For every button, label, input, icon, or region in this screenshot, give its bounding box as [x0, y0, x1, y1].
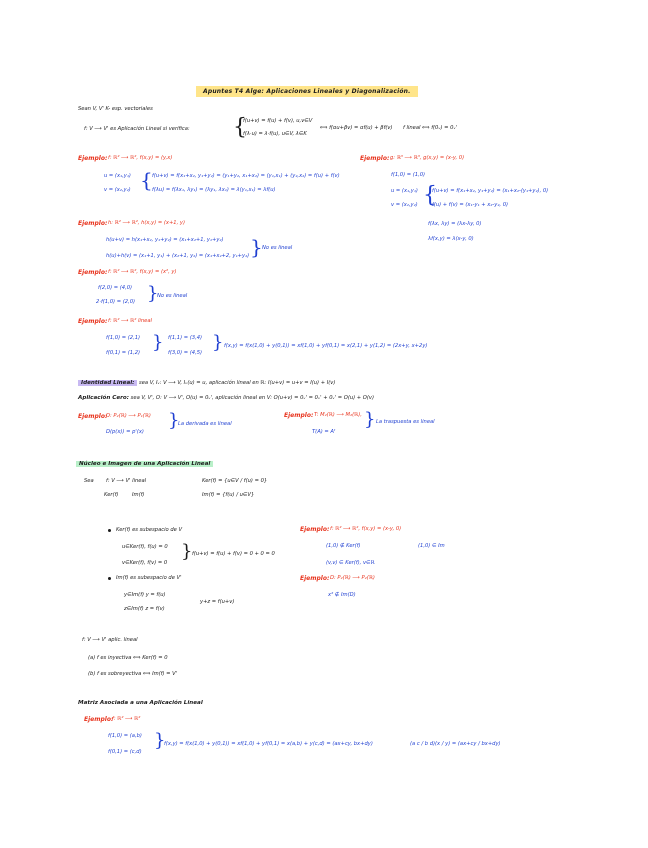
brace: }: [364, 409, 376, 430]
brace: }: [212, 332, 224, 353]
image-symbol: Im(f): [132, 492, 145, 498]
example-line: f(1,1) = (3,4): [168, 335, 203, 341]
matrix-product: (a c / b d)(x / y) = (ax+cy / bx+dy): [410, 741, 501, 747]
example-label: Ejemplo:: [78, 220, 108, 227]
example-label: Ejemplo:: [300, 575, 330, 582]
example-line: λf(x,y) = λ(x-y, 0): [428, 236, 474, 242]
brace: }: [168, 410, 180, 431]
example-formula: f(x,y) = f(x(1,0) + y(0,1)) = xf(1,0) + yf(0,1) = x(2,1) + y(1,2) = (2x+y, x+2y): [224, 343, 428, 349]
matrix-heading: Matriz Asociada a una Aplicación Lineal: [78, 700, 203, 706]
example-heading: f: ℝ² ⟶ ℝ², f(x,y) = (x-y, 0): [330, 526, 402, 532]
identity-heading: Identidad Lineal:: [78, 380, 137, 386]
conclusion-note: La derivada es lineal: [178, 421, 232, 427]
kernel-image-heading: [76, 462, 213, 468]
linearity-condition-1: f(u+v) = f(u) + f(v), u,v∈V: [243, 118, 313, 124]
example-line: u = (x₁,y₁): [104, 173, 131, 179]
proof-line: f(u+v) = f(u) + f(v) = 0 + 0 = 0: [192, 551, 275, 557]
example-heading: D: P₂(ℝ) ⟶ P₁(ℝ): [106, 413, 151, 419]
example-line: v = (x₂,y₂): [391, 202, 418, 208]
example-line: x² ∉ Im(D): [328, 592, 356, 598]
zero-map-text: sea V, V', O: V ⟶ V', O(u) = 0ᵥ', aplicación lineal en V: O(u+v) = 0ᵥ' = 0ᵥ' + 0ᵥ' = O(u) + O(v): [130, 395, 374, 401]
kernel-definition: Ker(f) = {u∈V / f(u) = 0}: [202, 478, 268, 484]
proof-line: y+z = f(u+v): [200, 599, 235, 605]
example-heading: T: M₂(ℝ) ⟶ M₂(ℝ),: [314, 412, 362, 418]
bullet: [108, 577, 111, 580]
example-line: f(λx, λy) = (λx-λy, 0): [428, 221, 482, 227]
conclusion-note: No es lineal: [157, 293, 188, 299]
zero-map-line: [78, 396, 374, 402]
example-heading: f: ℝ² ⟶ ℝ²: [112, 716, 141, 722]
example-line: f(λu) = f(λx₁, λy₁) = (λy₁, λx₁) = λ(y₁,x₁) = λf(u): [152, 187, 276, 193]
proof-line: z∈Im(f) z = f(v): [124, 606, 165, 612]
linearity-equivalence: ⟺ f(αu+βv) = αf(u) + βf(v): [320, 125, 393, 131]
example-label: Ejemplo:: [84, 716, 114, 723]
proof-line: v∈Ker(f), f(v) = 0: [122, 560, 168, 566]
brace: }: [250, 235, 263, 259]
brace: {: [423, 183, 437, 208]
example-label: Ejemplo:: [78, 318, 108, 325]
kernel-symbol: Ker(f): [104, 492, 119, 498]
example-heading: f: ℝ² ⟶ ℝ², f(x,y) = (x², y): [108, 269, 177, 275]
example-line: (1,0) ∈ Im: [418, 543, 445, 549]
example-line: f(1,0) = (2,1): [106, 335, 141, 341]
brace: {: [140, 168, 153, 192]
example-heading: g: ℝ³ ⟶ ℝ³, g(x,y) = (x-y, 0): [390, 155, 465, 161]
identity-text: sea V, Iᵥ: V ⟶ V, Iᵥ(u) = u, aplicación lineal en ℝ: I(u+v) = u+v = I(u) + I(v): [139, 380, 336, 386]
example-line: h(u+v) = h(x₁+x₂, y₁+y₂) = (x₁+x₂+1, y₁+y₂): [106, 237, 224, 243]
definition-text: f: V ⟶ V' es Aplicación Lineal si verifica:: [84, 126, 190, 132]
example-heading: D: P₂(ℝ) ⟶ P₂(ℝ): [330, 575, 375, 581]
example-line: f(3,0) = (4,5): [168, 350, 203, 356]
example-line: D(p(x)) = p'(x): [106, 429, 144, 435]
example-line: f(u) + f(v) = (x₁-y₁ + x₂-y₂, 0): [432, 202, 509, 208]
example-label: Ejemplo:: [284, 412, 314, 419]
left-brace: {: [233, 115, 247, 140]
example-label: Ejemplo:: [78, 269, 108, 276]
image-definition: Im(f) = {f(u) / u∈V}: [202, 492, 255, 498]
example-line: f(u+v) = f(x₁+x₂, y₁+y₂) = (y₁+y₂, x₁+x₂) = (y₁,x₁) + (y₂,x₂) = f(u) + f(v): [152, 173, 340, 179]
property-line: (b) f es sobreyectiva ⟺ Im(f) = V': [88, 671, 178, 677]
zero-property: f lineal ⟺ f(0ᵥ) = 0ᵥ': [403, 125, 458, 131]
example-line: f(2,0) = (4,0): [98, 285, 133, 291]
brace: }: [147, 283, 159, 304]
bullet: [108, 529, 111, 532]
example-line: (1,0) ∉ Ker(f): [326, 543, 361, 549]
proof-line: y∈Im(f) y = f(u): [124, 592, 166, 598]
example-line: f(0,1) = (1,2): [106, 350, 141, 356]
linearity-condition-2: f(λ·u) = λ·f(u), u∈V, λ∈K: [243, 131, 307, 137]
kernel-subspace-claim: Ker(f) es subespacio de V: [116, 527, 183, 533]
example-heading: f: ℝ² ⟶ ℝ², f(x,y) = (y,x): [108, 155, 173, 161]
example-line: f(0,1) = (c,d): [108, 749, 142, 755]
property-line: (a) f es inyectiva ⟺ Ker(f) = 0: [88, 655, 168, 661]
example-line: f(1,0) = (1,0): [391, 172, 426, 178]
example-label: Ejemplo:: [78, 155, 108, 162]
image-subspace-claim: Im(f) es subespacio de V': [116, 575, 182, 581]
identity-map-line: [78, 381, 335, 387]
conclusion-note: La traspuesta es lineal: [376, 419, 435, 425]
example-heading: h: ℝ² ⟶ ℝ², h(x,y) = (x+1, y): [108, 220, 185, 226]
conclusion-note: No es lineal: [262, 245, 293, 251]
example-line: v = (x₂,y₂): [104, 187, 131, 193]
kernel-image-title: Núcleo e Imagen de una Aplicación Lineal: [76, 461, 213, 467]
example-line: u = (x₁,y₁): [391, 188, 418, 194]
brace: }: [181, 541, 193, 562]
sea-text: Sea: [84, 478, 94, 484]
page-title: Apuntes T4 Alge: Aplicaciones Lineales y Diagonalización.: [196, 86, 418, 97]
example-heading: f: ℝ² ⟶ ℝ² lineal: [108, 318, 152, 324]
example-formula: f(x,y) = f(x(1,0) + y(0,1)) = xf(1,0) + yf(0,1) = x(a,b) + y(c,d) = (ax+cy, bx+dy): [164, 741, 373, 747]
example-label: Ejemplo:: [360, 155, 390, 162]
intro-line: Sean V, V' K- esp. vectoriales: [78, 106, 153, 112]
example-line: 2·f(1,0) = (2,0): [96, 299, 136, 305]
example-line: f(1,0) = (a,b): [108, 733, 142, 739]
property-line: f: V ⟶ V' aplic. lineal: [82, 637, 138, 643]
brace: }: [154, 730, 166, 751]
example-line: T(A) = Aᵗ: [312, 429, 336, 435]
map-definition: f: V ⟶ V' lineal: [106, 478, 147, 484]
example-line: f(u+v) = f(x₁+x₂, y₁+y₂) = (x₁+x₂-(y₁+y₂), 0): [432, 188, 549, 194]
example-line: (v,v) ∈ Ker(f), v∈ℝ: [326, 560, 375, 566]
example-label: Ejemplo:: [300, 526, 330, 533]
brace: }: [152, 332, 164, 353]
example-label: Ejemplo:: [78, 413, 108, 420]
zero-map-heading: Aplicación Cero:: [78, 395, 130, 401]
example-line: h(u)+h(v) = (x₁+1, y₁) + (x₂+1, y₂) = (x₁+x₂+2, y₁+y₂): [106, 253, 250, 259]
proof-line: u∈Ker(f), f(u) = 0: [122, 544, 168, 550]
